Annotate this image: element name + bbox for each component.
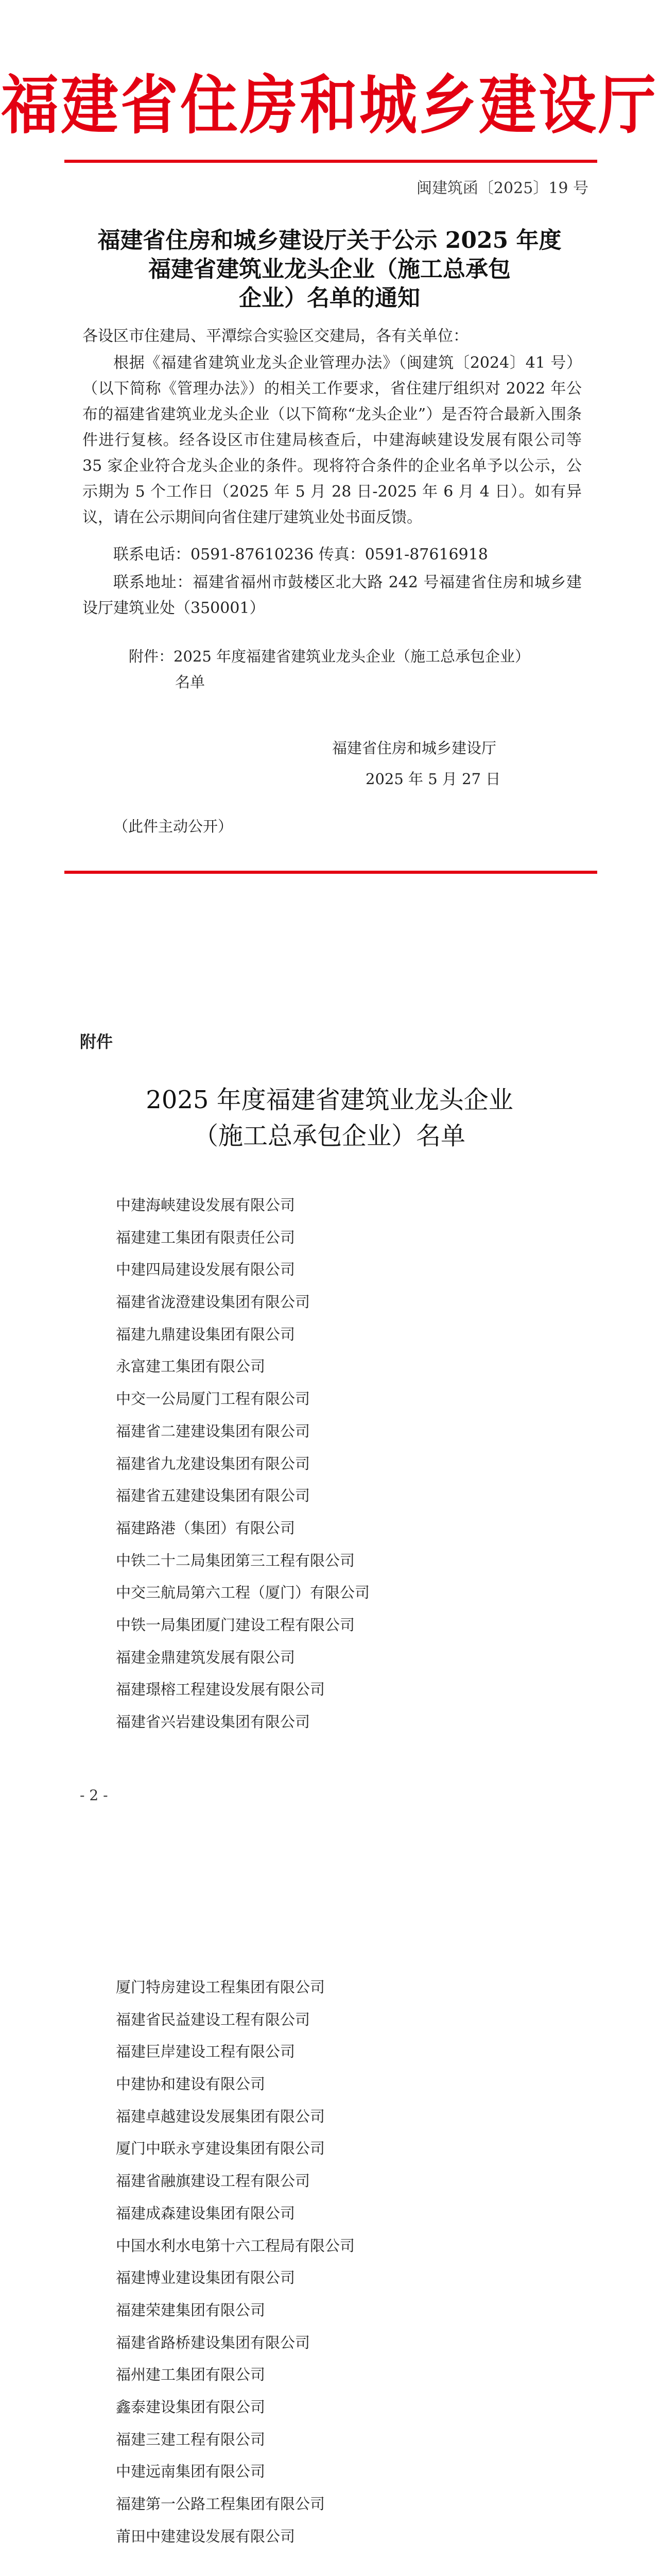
company-list-page-3: [116, 1971, 355, 2552]
list-item: 福建三建工程有限公司: [116, 2430, 266, 2448]
list-item: 福建省兴岩建设集团有限公司: [116, 1713, 310, 1731]
contact-phone: 联系电话：0591-87610236 传真：0591-87616918: [113, 546, 488, 564]
page-number-2: - 2 -: [80, 1787, 108, 1804]
list-item: 中建四局建设发展有限公司: [116, 1261, 296, 1279]
notice-title-line-2: 福建省建筑业龙头企业（施工总承包: [148, 256, 511, 282]
list-item: 福建建工集团有限责任公司: [116, 1228, 296, 1246]
list-title-line-2: （施工总承包企业）名单: [193, 1122, 465, 1150]
list-item: 中建海峡建设发展有限公司: [116, 1196, 296, 1214]
notice-title-line-1: 福建省住房和城乡建设厅关于公示 2025 年度: [97, 227, 562, 253]
list-item: 厦门特房建设工程集团有限公司: [116, 1978, 325, 1996]
list-item: 福建省五建建设集团有限公司: [116, 1487, 310, 1505]
notice-addressee: 各设区市住建局、平潭综合实验区交建局，各有关单位：: [82, 327, 469, 345]
list-item: 福建省融旗建设工程有限公司: [116, 2172, 310, 2190]
list-item: 福建省九龙建设集团有限公司: [116, 1454, 310, 1472]
list-item: 福建荣建集团有限公司: [116, 2301, 266, 2319]
list-item: 福建第一公路工程集团有限公司: [116, 2495, 325, 2513]
signature-organization: 福建省住房和城乡建设厅: [332, 739, 497, 757]
list-item: 福州建工集团有限公司: [116, 2366, 266, 2384]
list-item: 中建协和建设有限公司: [116, 2075, 266, 2093]
header-red-rule: [64, 160, 597, 163]
list-item: 中铁一局集团厦门建设工程有限公司: [116, 1616, 355, 1634]
attachment-reference-line-1: 附件：2025 年度福建省建筑业龙头企业（施工总承包企业）: [129, 648, 530, 665]
list-item: 福建金鼎建筑发展有限公司: [116, 1648, 296, 1666]
list-title-line-1: 2025 年度福建省建筑业龙头企业: [146, 1086, 513, 1114]
document-number: 闽建筑函〔2025〕19 号: [416, 179, 588, 197]
list-item: 中国水利水电第十六工程局有限公司: [116, 2236, 355, 2255]
list-item: 中铁二十二局集团第三工程有限公司: [116, 1551, 355, 1569]
list-item: 福建巨岸建设工程有限公司: [116, 2043, 296, 2061]
list-item: 福建省民益建设工程有限公司: [116, 2010, 310, 2028]
list-item: 福建九鼎建设集团有限公司: [116, 1325, 296, 1343]
signature-date: 2025 年 5 月 27 日: [366, 770, 501, 788]
list-item: 鑫泰建设集团有限公司: [116, 2398, 266, 2416]
attachment-label: 附件: [80, 1032, 113, 1052]
list-item: 中建远南集团有限公司: [116, 2463, 266, 2481]
contact-address: 联系地址：福建省福州市鼓楼区北大路 242 号福建省住房和城乡建设厅建筑业处（350001）: [82, 573, 582, 617]
list-item: 莆田中建建设发展有限公司: [116, 2527, 296, 2545]
list-item: 福建成森建设集团有限公司: [116, 2204, 296, 2222]
list-item: 中交三航局第六工程（厦门）有限公司: [116, 1584, 370, 1602]
disclosure-note: （此件主动公开）: [113, 818, 233, 835]
list-item: 厦门中联永亨建设集团有限公司: [116, 2140, 325, 2158]
company-list-page-2: [116, 1189, 370, 1738]
list-item: 福建省路桥建设集团有限公司: [116, 2333, 310, 2351]
list-item: 福建璟榕工程建设发展有限公司: [116, 1681, 325, 1699]
list-item: 福建卓越建设发展集团有限公司: [116, 2107, 325, 2125]
list-item: 福建省二建建设集团有限公司: [116, 1422, 310, 1440]
attachment-reference-line-2: 名单: [175, 673, 205, 691]
notice-body-paragraph: 根据《福建省建筑业龙头企业管理办法》（闽建筑〔2024〕41 号）（以下简称《管理办法》）的相关工作要求，省住建厅组织对 2022 年公布的福建省建筑业龙头企业（以下简称“龙头企业”）是否符合最新入围条件进行复核。经各设区市住建局核查后，中建海峡建设发展有限公司等 35 家企业符合龙头企业的条件。现将符合条件的企业名单予以公示，公示期为 5 个工作日（2025 年 5 月 28 日-2025 年 6 月 4 日）。如有异议，请在公示期间向省住建厅建筑业处书面反馈。: [82, 354, 582, 527]
list-item: 福建博业建设集团有限公司: [116, 2269, 296, 2287]
footer-red-rule: [64, 871, 597, 874]
issuer-header-title: 福建省住房和城乡建设厅: [1, 68, 658, 143]
list-item: 福建省泷澄建设集团有限公司: [116, 1293, 310, 1311]
list-item: 永富建工集团有限公司: [116, 1358, 266, 1376]
notice-title-line-3: 企业）名单的通知: [239, 285, 420, 311]
list-item: 福建路港（集团）有限公司: [116, 1519, 296, 1537]
list-item: 中交一公局厦门工程有限公司: [116, 1390, 310, 1408]
